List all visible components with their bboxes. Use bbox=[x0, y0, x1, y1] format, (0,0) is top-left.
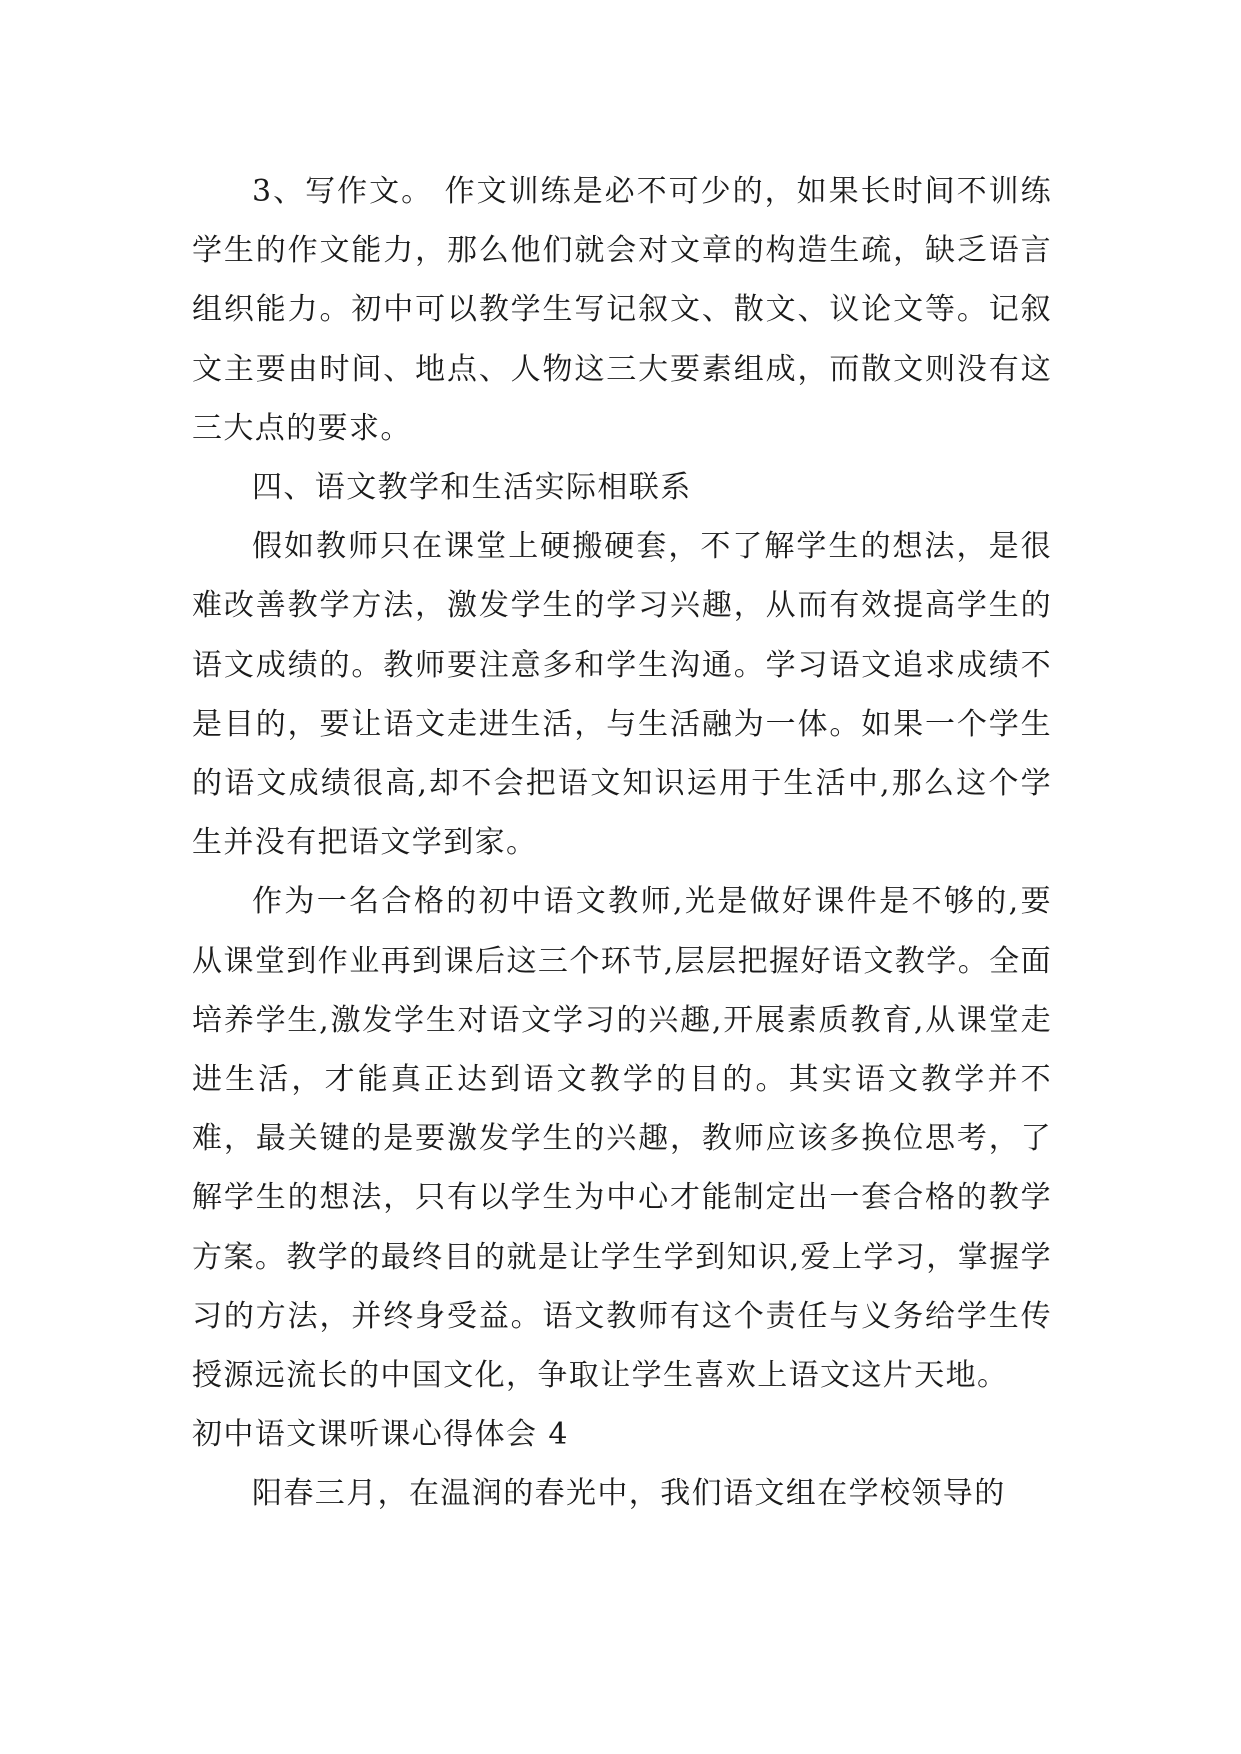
section-heading-four: 四、语文教学和生活实际相联系 bbox=[252, 470, 692, 506]
article-title-4: 初中语文课听课心得体会 4 bbox=[192, 1417, 569, 1453]
paragraph-spring-march: 阳春三月，在温润的春光中，我们语文组在学校领导的 bbox=[252, 1476, 1006, 1512]
paragraph-qualified-teacher: 作为一名合格的初中语文教师,光是做好课件是不够的,要从课堂到作业再到课后这三个环节,层层把握好语文教学。全面培养学生,激发学生对语文学习的兴趣,开展素质教育,从课堂走进生活，才能真正达到语文教学的目的。其实语文教学并不难，最关键的是要激发学生的兴趣，教师应该多换位思考，了解学生的想法，只有以学生为中心才能制定出一套合格的教学方案。教学的最终目的就是让学生学到知识,爱上学习，掌握学习的方法，并终身受益。语文教师有这个责任与义务给学生传授源远流长的中国文化，争取让学生喜欢上语文这片天地。 bbox=[192, 884, 1052, 1394]
document-body bbox=[192, 162, 1052, 1524]
paragraph-teaching-life: 假如教师只在课堂上硬搬硬套，不了解学生的想法，是很难改善教学方法，激发学生的学习兴趣，从而有效提高学生的语文成绩的。教师要注意多和学生沟通。学习语文追求成绩不是目的，要让语文走进生活，与生活融为一体。如果一个学生的语文成绩很高,却不会把语文知识运用于生活中,那么这个学生并没有把语文学到家。 bbox=[192, 529, 1052, 861]
paragraph-writing-composition: 3、写作文。 作文训练是必不可少的，如果长时间不训练学生的作文能力，那么他们就会对文章的构造生疏，缺乏语言组织能力。初中可以教学生写记叙文、散文、议论文等。记叙文主要由时间、地点、人物这三大要素组成，而散文则没有这三大点的要求。 bbox=[192, 174, 1052, 446]
